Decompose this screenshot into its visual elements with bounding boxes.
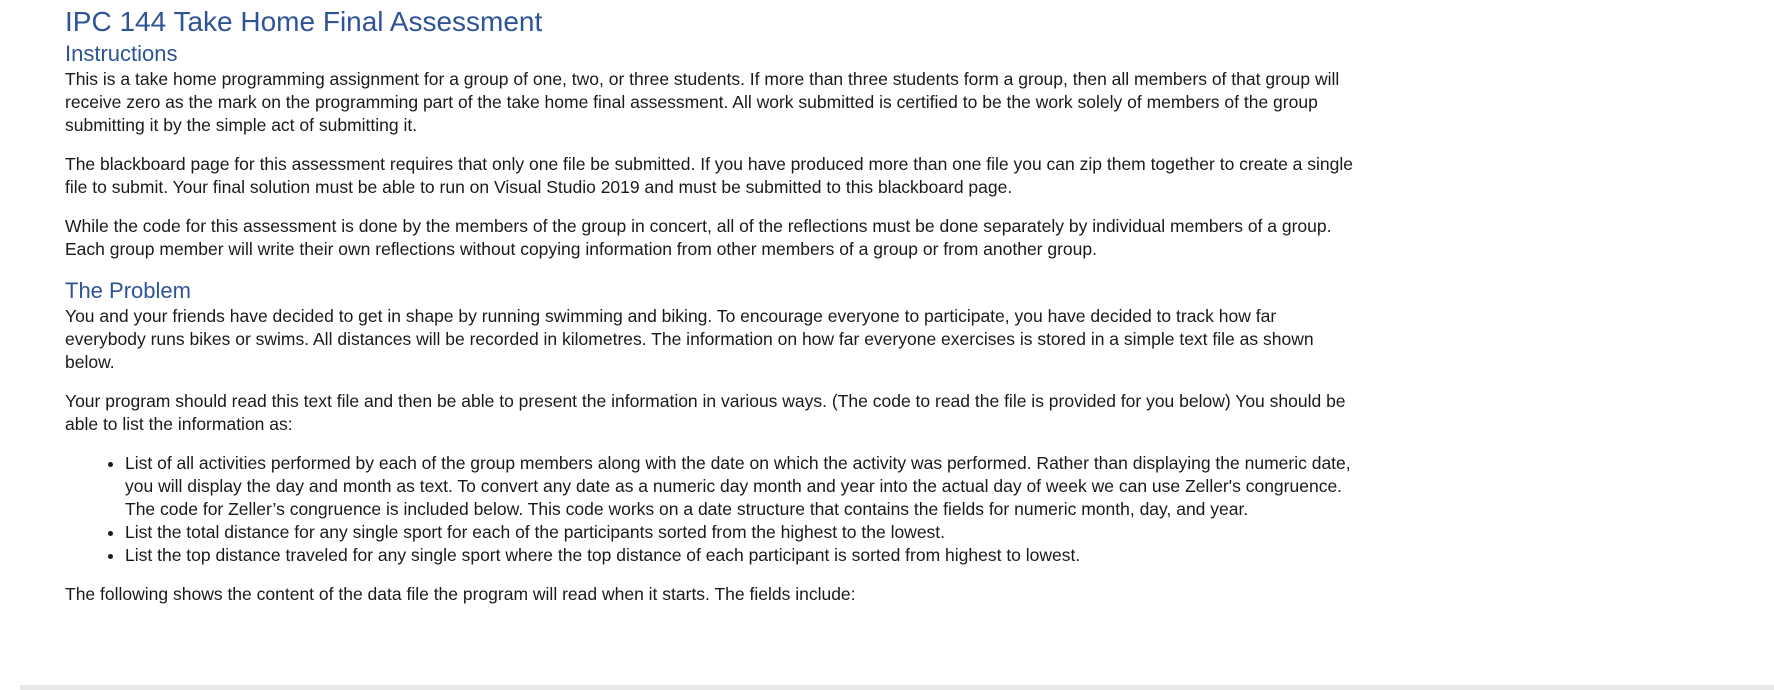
list-item: • List the total distance for any single sport for each of the participants sorted from the highest to the lowest. (125, 521, 1355, 544)
instructions-paragraph-1: This is a take home programming assignment for a group of one, two, or three students. If more than three students form a group, then all members of that group will receive zero as the mark on the programming part of the take home final assessment. All work submitted is certified to be the work solely of members of the group submitting it by the simple act of submitting it. (65, 69, 1340, 135)
instructions-paragraph-2: The blackboard page for this assessment requires that only one file be submitted. If you have produced more than one file you can zip them together to create a single file to submit. Your final solution must be able to run on Visual Studio 2019 and must be submitted to this blackboard page. (65, 154, 1353, 197)
list-item: • List of all activities performed by each of the group members along with the date on which the activity was performed. Rather than displaying the numeric date, you will display the day and month as text. To convert any date as a numeric day month and year into the actual day of week we can use Zeller's congruence. The code for Zeller’s congruence is included below. This code works on a date structure that contains the fields for numeric month, day, and year. (125, 452, 1355, 521)
instructions-paragraph-3: While the code for this assessment is done by the members of the group in concert, all of the reflections must be done separately by individual members of a group. Each group member will write their own reflections without copying information from other members of a group or from another group. (65, 216, 1332, 259)
document-title: IPC 144 Take Home Final Assessment (65, 6, 543, 37)
document-body (65, 4, 1355, 622)
problem-paragraph-2: Your program should read this text file and then be able to present the information in various ways. (The code to read the file is provided for you below) You should be able to list the information as: (65, 391, 1346, 434)
instructions-heading: Instructions (65, 41, 178, 66)
requirements-list (65, 452, 1355, 567)
problem-heading: The Problem (65, 278, 191, 303)
horizontal-scrollbar[interactable] (20, 685, 1774, 690)
problem-paragraph-1: You and your friends have decided to get in shape by running swimming and biking. To encourage everyone to participate, you have decided to track how far everybody runs bikes or swims. All distances will be recorded in kilometres. The information on how far everyone exercises is stored in a simple text file as shown below. (65, 306, 1314, 372)
list-item: • List the top distance traveled for any single sport where the top distance of each participant is sorted from highest to lowest. (125, 544, 1355, 567)
closing-paragraph: The following shows the content of the data file the program will read when it starts. The fields include: (65, 584, 856, 604)
